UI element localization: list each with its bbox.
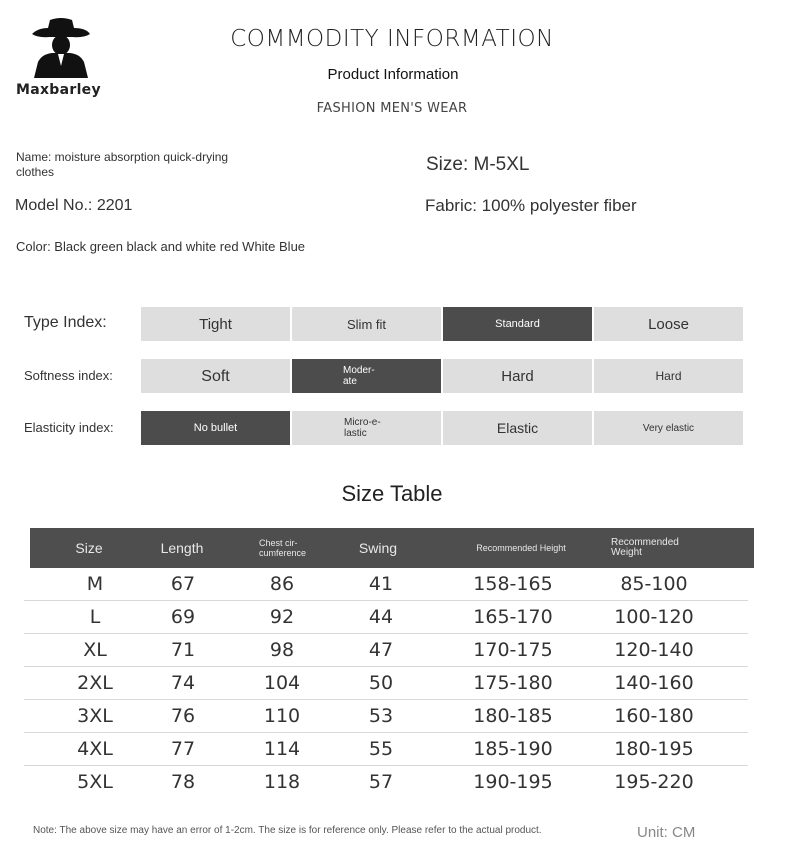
table-cell: 104 xyxy=(263,671,301,694)
page-subtitle: Product Information xyxy=(327,66,459,83)
table-cell: 3XL xyxy=(77,704,113,727)
swing-column-header: Swing xyxy=(358,540,398,556)
softness-index-option: Hard xyxy=(594,359,743,393)
table-row xyxy=(24,699,748,733)
weight-column-header: Recommended Weight xyxy=(611,537,679,558)
table-cell: 85-100 xyxy=(620,572,688,595)
table-cell: 175-180 xyxy=(473,671,553,694)
table-cell: 110 xyxy=(263,704,301,727)
elasticity-index-option: Very elastic xyxy=(594,411,743,445)
softness-index-option: Hard xyxy=(443,359,592,393)
size-table-header xyxy=(30,528,754,568)
table-cell: 2XL xyxy=(77,671,113,694)
length-column-header: Length xyxy=(160,540,204,556)
table-cell: 41 xyxy=(368,572,394,595)
type-index-option: Slim fit xyxy=(292,307,441,341)
table-cell: 69 xyxy=(170,605,196,628)
table-cell: M xyxy=(86,572,104,595)
table-cell: 55 xyxy=(368,737,394,760)
elasticity-index-option-selected: No bullet xyxy=(141,411,290,445)
table-cell: 165-170 xyxy=(473,605,553,628)
table-cell: 53 xyxy=(368,704,394,727)
table-cell: 71 xyxy=(170,638,196,661)
table-row xyxy=(24,633,748,667)
table-cell: 78 xyxy=(170,770,196,793)
table-cell: 160-180 xyxy=(614,704,694,727)
table-cell: 44 xyxy=(368,605,394,628)
table-cell: 180-195 xyxy=(614,737,694,760)
height-column-header: Recommended Height xyxy=(476,543,566,553)
table-cell: 67 xyxy=(170,572,196,595)
table-cell: 118 xyxy=(263,770,301,793)
table-row xyxy=(24,567,748,601)
type-index-option: Tight xyxy=(141,307,290,341)
chest-column-header: Chest cir-cumference xyxy=(259,538,307,558)
table-cell: 185-190 xyxy=(473,737,553,760)
table-row xyxy=(24,732,748,766)
table-cell: 170-175 xyxy=(473,638,553,661)
model-number: Model No.: 2201 xyxy=(15,197,133,214)
table-cell: 140-160 xyxy=(614,671,694,694)
table-cell: 57 xyxy=(368,770,394,793)
table-cell: 158-165 xyxy=(473,572,553,595)
table-cell: 77 xyxy=(170,737,196,760)
table-cell: 47 xyxy=(368,638,394,661)
softness-index-option-selected: Moder-ate xyxy=(292,359,441,393)
table-cell: 180-185 xyxy=(473,704,553,727)
table-cell: L xyxy=(89,605,101,628)
softness-index-option: Soft xyxy=(141,359,290,393)
type-index-option-selected: Standard xyxy=(443,307,592,341)
page-tagline: FASHION MEN'S WEAR xyxy=(316,101,468,116)
elasticity-index-label: Elasticity index: xyxy=(24,420,114,435)
size-table-title: Size Table xyxy=(341,481,443,506)
elasticity-index-option: Micro-e-lastic xyxy=(292,411,441,445)
table-row xyxy=(24,600,748,634)
fabric: Fabric: 100% polyester fiber xyxy=(425,196,637,215)
table-cell: 92 xyxy=(269,605,295,628)
table-row xyxy=(24,666,748,700)
table-cell: 86 xyxy=(269,572,295,595)
type-index-label: Type Index: xyxy=(24,314,107,331)
table-cell: 195-220 xyxy=(614,770,694,793)
type-index-option: Loose xyxy=(594,307,743,341)
table-cell: 74 xyxy=(170,671,196,694)
table-cell: 4XL xyxy=(77,737,113,760)
brand-name: Maxbarley xyxy=(16,82,101,98)
page-title: COMMODITY INFORMATION xyxy=(230,26,554,52)
table-cell: 114 xyxy=(263,737,301,760)
table-cell: 5XL xyxy=(77,770,113,793)
size-range: Size: M-5XL xyxy=(426,154,530,175)
unit-label: Unit: CM xyxy=(637,824,696,841)
elasticity-index-option: Elastic xyxy=(443,411,592,445)
product-name: Name: moisture absorption quick-drying clothes xyxy=(16,150,229,179)
table-cell: XL xyxy=(83,638,107,661)
size-note: Note: The above size may have an error of 1-2cm. The size is for reference only. Please refer to the actual product. xyxy=(33,825,542,836)
table-cell: 100-120 xyxy=(614,605,694,628)
table-cell: 190-195 xyxy=(473,770,553,793)
table-cell: 120-140 xyxy=(614,638,694,661)
size-column-header: Size xyxy=(75,540,103,556)
table-cell: 98 xyxy=(269,638,295,661)
product-colors: Color: Black green black and white red White Blue xyxy=(16,239,306,254)
softness-index-label: Softness index: xyxy=(24,368,113,383)
table-cell: 76 xyxy=(170,704,196,727)
table-row xyxy=(24,765,748,798)
table-cell: 50 xyxy=(368,671,394,694)
